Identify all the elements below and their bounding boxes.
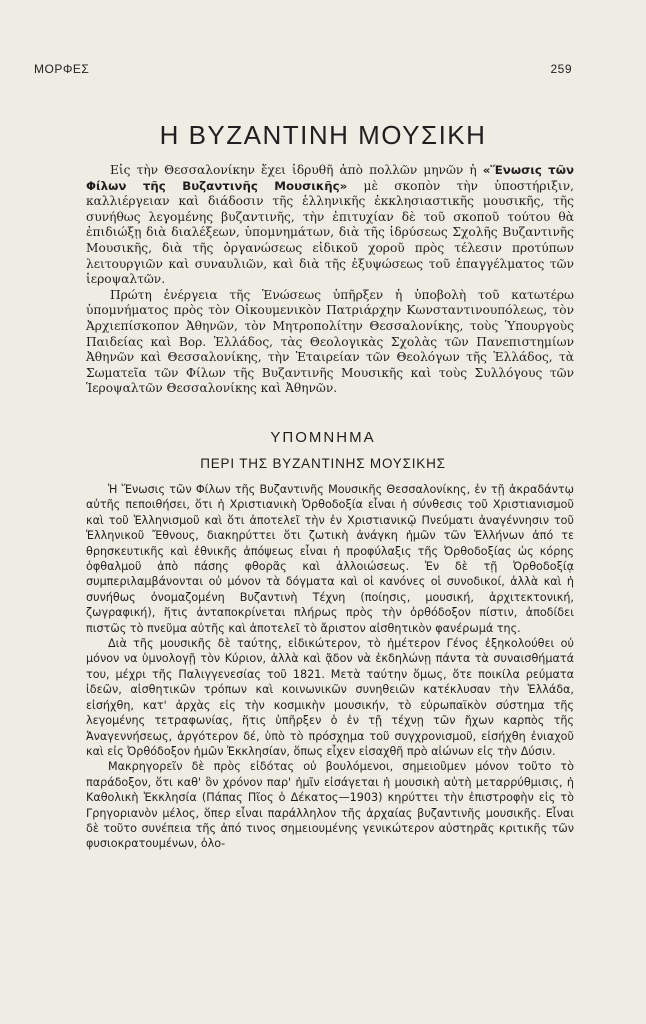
intro-paragraph-2: Πρώτη ἐνέργεια τῆς Ἑνώσεως ὑπῆρξεν ἡ ὑποβολὴ τοῦ κατωτέρω ὑπομνήματος πρὸς τὸν Οἰκουμενικὸν Πατριάρχην Κωνσταντινουπόλεως, τὸν Ἀρχιεπίσκοπον Ἀθηνῶν, τὸν Μητροπολίτην Θεσσαλονίκης, τοὺς Ὑπουργοὺς Παιδείας καὶ Βορ. Ἑλλάδος, τὰς Θεολογικὰς Σχολὰς τῶν Πανεπιστημίων Ἀθηνῶν καὶ Θεσσαλονίκης, τὴν Ἑταιρείαν τῶν Θεολόγων τῆς Ἑλλάδος, τὰ Σωματεῖα τῶν Φίλων τῆς Βυζαντινῆς Μουσικῆς καὶ τοὺς Συλλόγους τῶν Ἱεροψαλτῶν Θεσσαλονίκης καὶ Ἀθηνῶν. [86,287,574,396]
memo-paragraph-1: Ἡ Ἕνωσις τῶν Φίλων τῆς Βυζαντινῆς Μουσικῆς Θεσσαλονίκης, ἐν τῇ ἀκραδάντῳ αὐτῆς πεποιθήσει, ὅτι ἡ Χριστιανικὴ Ὀρθοδοξία εἶναι ἡ σύνθεσις τοῦ Χριστιανισμοῦ καὶ τοῦ Ἑλληνισμοῦ καὶ ὅτι ἀποτελεῖ τὴν ἐν Χριστιανικῷ Πνεύματι ἀναγέννησιν τοῦ Ἑλληνικοῦ Ἔθνους, διακηρύττει ὅτι ζωτικὴ ἀνάγκη ἡμῶν τῶν Ἑλλήνων ἀπό τε θρησκευτικῆς καὶ ἐθνικῆς ἀπόψεως εἶναι ἡ προφύλαξις τῆς Ὀρθοδοξίας ὡς κόρης ὀφθαλμοῦ ἀπὸ πάσης φθορᾶς καὶ ἀλλοιώσεως. Ἐν δὲ τῇ Ὀρθοδοξίᾳ συμπεριλαμβάνονται οὐ μόνον τὰ δόγματα καὶ οἱ κανόνες οἱ συνοδικοί, ἀλλὰ καὶ ἡ συνήθως ὀνομαζομένη Βυζαντινὴ Τέχνη (ποίησις, μουσική, ἀρχιτεκτονική, ζωγραφική), ἥτις ἀνταποκρίνεται πλήρως πρὸς τὴν ὀρθόδοξον πίστιν, ἀποδίδει πιστῶς τὸ πνεῦμα αὐτῆς καὶ ἀποτελεῖ τὸ ἄριστον αἰσθητικὸν φανέρωμά της. [86,483,574,635]
memo-paragraph-2: Διὰ τῆς μουσικῆς δὲ ταύτης, εἰδικώτερον, τὸ ἡμέτερον Γένος ἐξηκολούθει οὐ μόνον να ὑμνολογῇ τὸν Κύριον, ἀλλὰ καὶ ᾄδον νὰ ἐκδηλώνῃ πάντα τὰ συναισθήματά του, μέχρι τῆς Παλιγγενεσίας τοῦ 1821. Μετὰ ταύτην ὅμως, ὅτε ποικίλα ρεύματα ἰδεῶν, αἰσθητικῶν τρόπων καὶ κοινωνικῶν συνηθειῶν κατέκλυσαν τὴν Ἑλλάδα, εἰσήχθη, κατ' ἀρχὰς εἰς τὴν κοσμικὴν μουσικήν, τὸ εὐρωπαϊκὸν σύστημα τῆς λεγομένης τετραφωνίας, ἥτις ὑπῆρξεν ὁ ἐν τῇ τέχνῃ τῶν ἤχων καρπὸς τῆς Ἀναγεννήσεως, ἀργότερον δέ, ὑπὸ τὸ πρόσχημα τοῦ συγχρονισμοῦ, εἰσήχθη ἐνιαχοῦ καὶ εἰς Ὀρθόδοξον ἡμῶν Ἐκκλησίαν, ὅπως εἶχεν εἰσαχθῆ πρὸ αἰώνων εἰς τὴν Δύσιν. [86,637,574,758]
journal-name: ΜΟΡΦΕΣ [34,62,90,76]
article-title: Η ΒΥΖΑΝΤΙΝΗ ΜΟΥΣΙΚΗ [159,120,487,150]
society-name: «Ἕνωσις τῶν Φίλων τῆς Βυζαντινῆς Μουσικῆς» [86,163,574,193]
intro-section [86,163,574,397]
memo-subtitle: ΠΕΡΙ ΤΗΣ ΒΥΖΑΝΤΙΝΗΣ ΜΟΥΣΙΚΗΣ [200,456,446,471]
running-header [34,62,572,76]
memo-title: ΥΠΟΜΝΗΜΑ [270,429,376,446]
intro-p1-rest: μὲ σκοπὸν τὴν ὑποστήριξιν, καλλιέργειαν καὶ διάδοσιν τῆς ἑλληνικῆς ἐκκλησιαστικῆς μουσικῆς, τῆς συνήθως λεγομένης βυζαντινῆς, τὴν ἐπιτυχίαν δὲ τοῦ σκοποῦ τούτου θὰ ἐπιδιώξῃ διὰ διαλέξεων, ὑπομνημάτων, διὰ τῆς ἱδρύσεως Σχολῆς Βυζαντινῆς Μουσικῆς, διὰ τῆς ὀργανώσεως εἰδικοῦ χοροῦ πρὸς τέλεσιν προτύπων λειτουργιῶν καὶ συναυλιῶν, καὶ διὰ τῆς ἐξυψώσεως τοῦ ἐπαγγέλματος τῶν ἱεροψαλτῶν. [86,178,574,287]
memo-paragraph-3: Μακρηγορεῖν δὲ πρὸς εἰδότας οὐ βουλόμενοι, σημειοῦμεν μόνον τοῦτο τὸ παράδοξον, ὅτι καθ' ὃν χρόνον παρ' ἡμῖν εἰσάγεται ἡ μουσικὴ αὐτὴ μεταρρύθμισις, ἡ Καθολικὴ Ἐκκλησία (Πάπας Πῖος ὁ Δέκατος—1903) κηρύττει τὴν ἐπιστροφὴν εἰς τὸ Γρηγοριανὸν μέλος, ὅπερ εἶναι παράλληλον τῆς ἀρχαίας βυζαντινῆς μουσικῆς. Εἶναι δὲ τοῦτο συνέπεια τῆς ἀπό τινος σημειουμένης γενικώτερον αὐστηρᾶς κριτικῆς τῶν φυσιοκρατουμένων, ὁλο- [86,760,574,851]
memo-section [86,482,574,852]
intro-p1-start: Εἰς τὴν Θεσσαλονίκην ἔχει ἱδρυθῆ ἀπὸ πολλῶν μηνῶν ἡ [110,163,483,177]
page-number: 259 [550,62,572,76]
intro-paragraph-1 [86,163,574,288]
